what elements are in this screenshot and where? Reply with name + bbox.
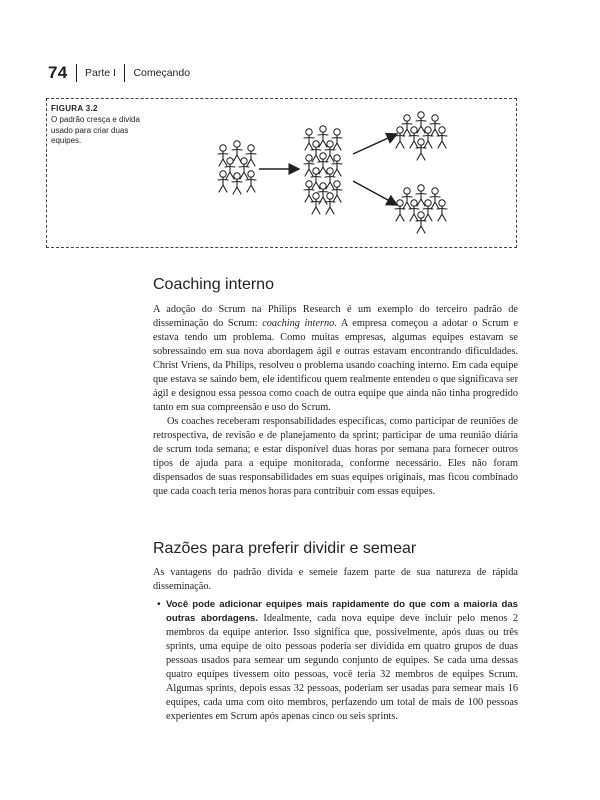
running-header	[48, 62, 190, 84]
header-divider	[124, 64, 126, 82]
person-icon	[402, 115, 412, 136]
person-icon	[318, 183, 328, 204]
person-icon	[409, 127, 419, 148]
person-icon	[395, 127, 405, 148]
team-split-diagram	[47, 99, 515, 246]
original-team	[218, 141, 256, 194]
person-icon	[232, 173, 242, 194]
person-icon	[332, 155, 342, 176]
section-coaching-body	[153, 303, 518, 499]
person-icon	[423, 200, 433, 221]
figure-label: FIGURA 3.2	[51, 104, 98, 113]
person-icon	[304, 181, 314, 202]
bullet-text: Idealmente, cada nova equipe deve incluir pelo menos 2 membros da equipe anterior. Isso significa que, possivelmente, após duas ou três sprints, uma equipe de oito pessoas poderia ser dividida em quatro grupos de duas pessoas usados para semear um segundo conjunto de equipes. Se cada uma dessas quatro equipes tivessem oito pessoas, você teria 32 membros de equipes Scrum. Algumas sprints, depois essas 32 pessoas, poderiam ser usadas para semear mais 16 equipes, cada uma com oito membros, perfazendo um total de mais de 100 pessoas experientes em Scrum após apenas cinco ou seis sprints.	[166, 613, 518, 722]
person-icon	[430, 188, 440, 209]
person-icon	[423, 127, 433, 148]
person-icon	[232, 141, 242, 162]
person-icon	[218, 171, 228, 192]
section-razoes-intro: As vantagens do padrão divida e semeie fazem parte de sua natureza de rápida disseminação.	[153, 567, 518, 592]
bullet-lead: Você pode adicionar equipes mais rapidamente do que com a maioria das outras abordagens.	[166, 599, 518, 624]
person-icon	[395, 200, 405, 221]
bullet-marker: •	[157, 599, 161, 610]
figure-3-2	[46, 98, 517, 248]
person-icon	[218, 145, 228, 166]
part-label: Parte I	[85, 67, 116, 79]
paragraph: Os coaches receberam responsabilidades específicas, como participar de reuniões de retrospectiva, de revisão e de planejamento da sprint; participar de uma reunião diária de scrum toda semana; e estar disponível duas horas por semana para fornecer outros tipos de ajuda para a equipe monitorada, conforme necessário. Eles não foram dispensados de suas responsabilidades em suas equipes originais, mas ficou combinado que cada coach teria menos horas para contribuir com essas equipes.	[153, 416, 518, 497]
person-icon	[437, 200, 447, 221]
person-icon	[416, 139, 426, 160]
split-arrow-bottom	[353, 181, 397, 205]
person-icon	[437, 127, 447, 148]
grown-team	[304, 126, 342, 214]
figure-caption: O padrão cresça e divida usado para criar duas equipes.	[51, 115, 140, 145]
person-icon	[409, 200, 419, 221]
person-icon	[332, 129, 342, 150]
bullet-item	[157, 598, 518, 724]
person-icon	[304, 155, 314, 176]
person-icon	[246, 171, 256, 192]
person-icon	[430, 115, 440, 136]
person-icon	[304, 129, 314, 150]
person-icon	[246, 145, 256, 166]
person-icon	[332, 181, 342, 202]
header-divider	[76, 64, 78, 82]
person-icon	[402, 188, 412, 209]
person-icon	[416, 212, 426, 233]
section-heading-coaching: Coaching interno	[153, 276, 274, 293]
split-arrow-top	[353, 134, 397, 154]
emphasis-coaching-interno: coaching interno	[262, 318, 335, 329]
chapter-label: Começando	[133, 67, 191, 79]
paragraph: A adoção do Scrum na Philips Research é um exemplo do terceiro padrão de disseminação do Scrum: coaching interno. A empresa começou a adotar o Scrum e estava tendo um problema. Como muitas empresas, algumas equipes estavam se sobressaindo em sua nova abordagem ágil e outras estavam encontrando dificuldades. Christ Vriens, da Philips, resolveu o problema usando coaching interno. Em cada equipe que estava se saindo bem, ele identificou quem realmente entendeu o que significava ser ágil e designou essa pessoa como coach de outra equipe que ainda não tinha progredido tanto em sua compreensão e uso do Scrum.	[153, 304, 518, 413]
section-heading-razoes: Razões para preferir dividir e semear	[153, 540, 417, 557]
new-team-top	[395, 112, 447, 160]
page-number: 74	[48, 63, 68, 82]
new-team-bottom	[395, 185, 447, 233]
